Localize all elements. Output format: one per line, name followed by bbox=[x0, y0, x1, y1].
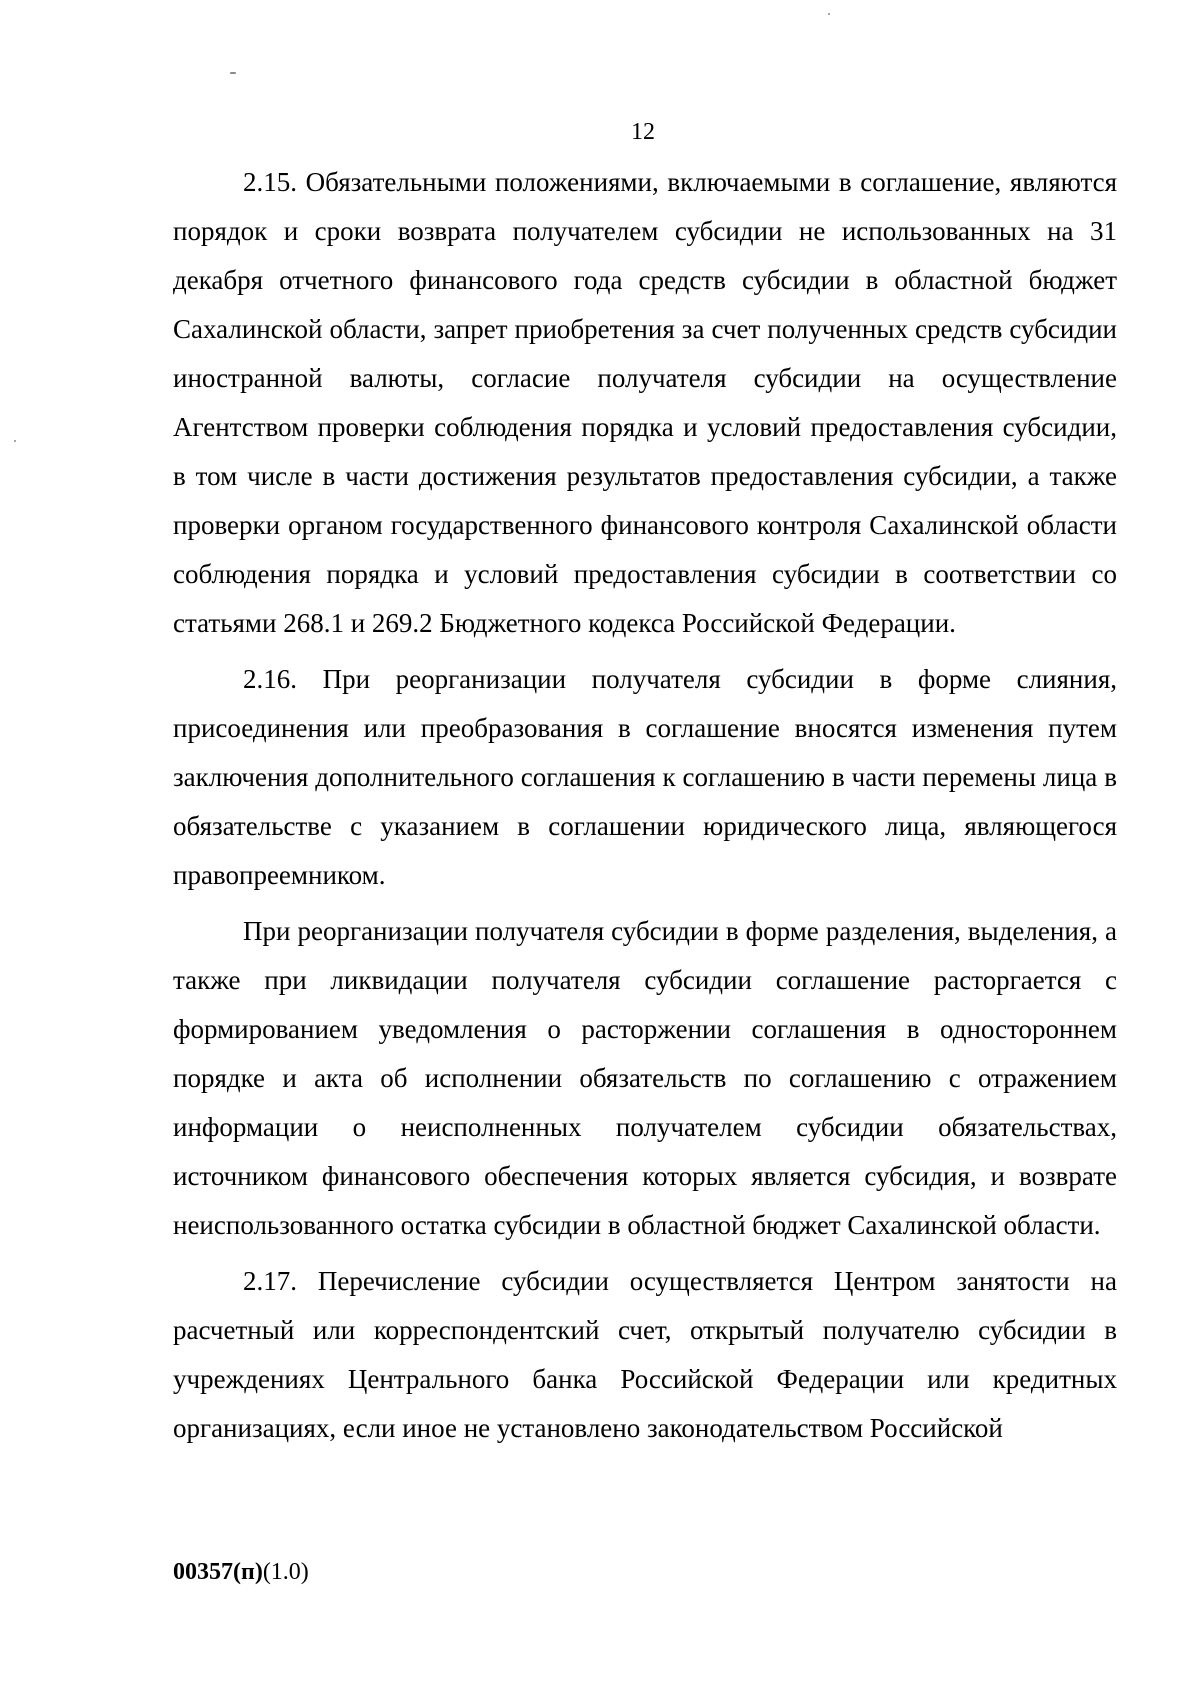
document-code bbox=[173, 1556, 309, 1588]
scan-artifact bbox=[230, 72, 236, 74]
paragraph-2-16-continued: При реорганизации получателя субсидии в форме разделения, выделения, а также при ликвидации получателя субсидии соглашение расторгается с формированием уведомления о расторжении соглашения в одностороннем порядке и акта об исполнении обязательств по соглашению с отражением информации о неисполненных получателем субсидии обязательствах, источником финансового обеспечения которых является субсидия, и возврате неиспользованного остатка субсидии в областной бюджет Сахалинской области. bbox=[173, 916, 1117, 1240]
paragraph-2-17: 2.17. Перечисление субсидии осуществляется Центром занятости на расчетный или корреспондентский счет, открытый получателю субсидии в учреждениях Центрального банка Российской Федерации или кредитных организациях, если иное не установлено законодательством Российской bbox=[173, 1266, 1117, 1443]
paragraph-2-16: 2.16. При реорганизации получателя субсидии в форме слияния, присоединения или преобразования в соглашение вносятся изменения путем заключения дополнительного соглашения к соглашению в части перемены лица в обязательстве с указанием в соглашении юридического лица, являющегося правопреемником. bbox=[173, 664, 1117, 890]
document-body bbox=[173, 158, 1117, 1453]
page-number-text: 12 bbox=[631, 119, 655, 145]
scan-artifact bbox=[828, 13, 830, 15]
document-code-version: (1.0) bbox=[262, 1559, 309, 1585]
page-number bbox=[0, 116, 1200, 148]
scan-artifact bbox=[14, 440, 16, 442]
paragraph-2-15: 2.15. Обязательными положениями, включаемыми в соглашение, являются порядок и сроки возврата получателем субсидии не использованных на 31 декабря отчетного финансового года средств субсидии в областной бюджет Сахалинской области, запрет приобретения за счет полученных средств субсидии иностранной валюты, согласие получателя субсидии на осуществление Агентством проверки соблюдения порядка и условий предоставления субсидии, в том числе в части достижения результатов предоставления субсидии, а также проверки органом государственного финансового контроля Сахалинской области соблюдения порядка и условий предоставления субсидии в соответствии со статьями 268.1 и 269.2 Бюджетного кодекса Российской Федерации. bbox=[173, 167, 1117, 638]
document-code-number: 00357(п) bbox=[173, 1559, 263, 1585]
